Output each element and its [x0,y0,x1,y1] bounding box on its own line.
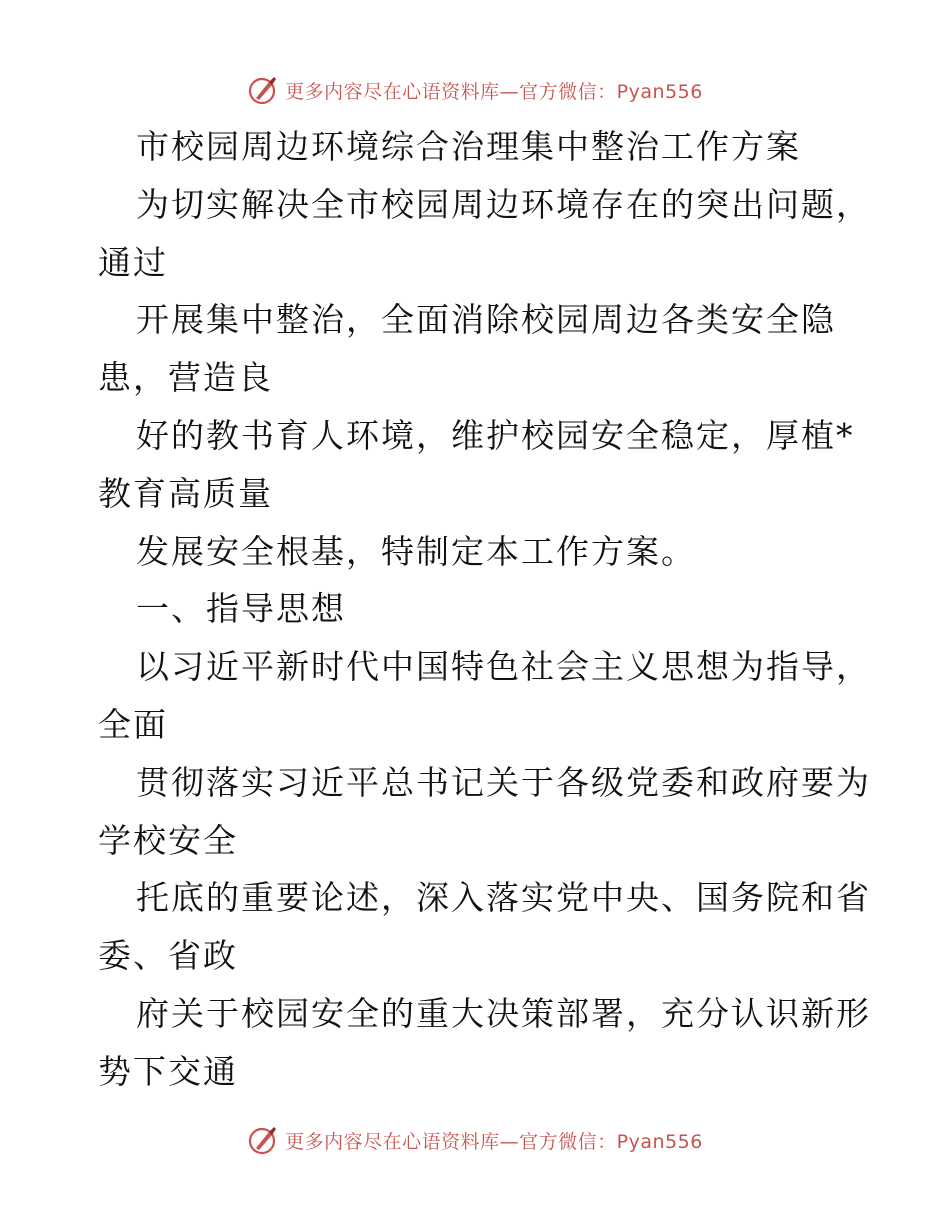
paragraph-line: 托底的重要论述，深入落实党中央、国务院和省 [136,878,871,918]
watermark-text: 更多内容尽在心语资料库—官方微信：Pyan556 [285,80,703,103]
paragraph-line: 势下交通 [98,1051,238,1091]
paragraph-line: 府关于校园安全的重大决策部署，充分认识新形 [136,993,871,1033]
paragraph-line: 通过 [98,242,168,282]
watermark-header [0,70,950,110]
paragraph-line: 学校安全 [98,820,238,860]
quill-pen-logo-icon [247,74,279,106]
paragraph-line: 好的教书育人环境，维护校园安全稳定，厚植* [136,415,855,455]
paragraph-line: 发展安全根基，特制定本工作方案。 [136,531,696,571]
document-body [98,118,871,1101]
paragraph-line: 全面 [98,704,168,744]
paragraph-line: 贯彻落实习近平总书记关于各级党委和政府要为 [136,762,871,802]
paragraph-line: 教育高质量 [98,473,273,513]
paragraph-line: 委、省政 [98,936,238,976]
document-title: 市校园周边环境综合治理集中整治工作方案 [136,127,801,166]
paragraph-line: 开展集中整治，全面消除校园周边各类安全隐 [136,300,836,340]
section-heading: 一、指导思想 [136,589,346,629]
paragraph-line: 为切实解决全市校园周边环境存在的突出问题， [136,184,871,224]
watermark-text: 更多内容尽在心语资料库—官方微信：Pyan556 [285,1130,703,1153]
paragraph-line: 患，营造良 [98,358,273,398]
quill-pen-logo-icon [247,1124,279,1156]
watermark-footer [0,1120,950,1160]
paragraph-line: 以习近平新时代中国特色社会主义思想为指导， [136,647,871,687]
